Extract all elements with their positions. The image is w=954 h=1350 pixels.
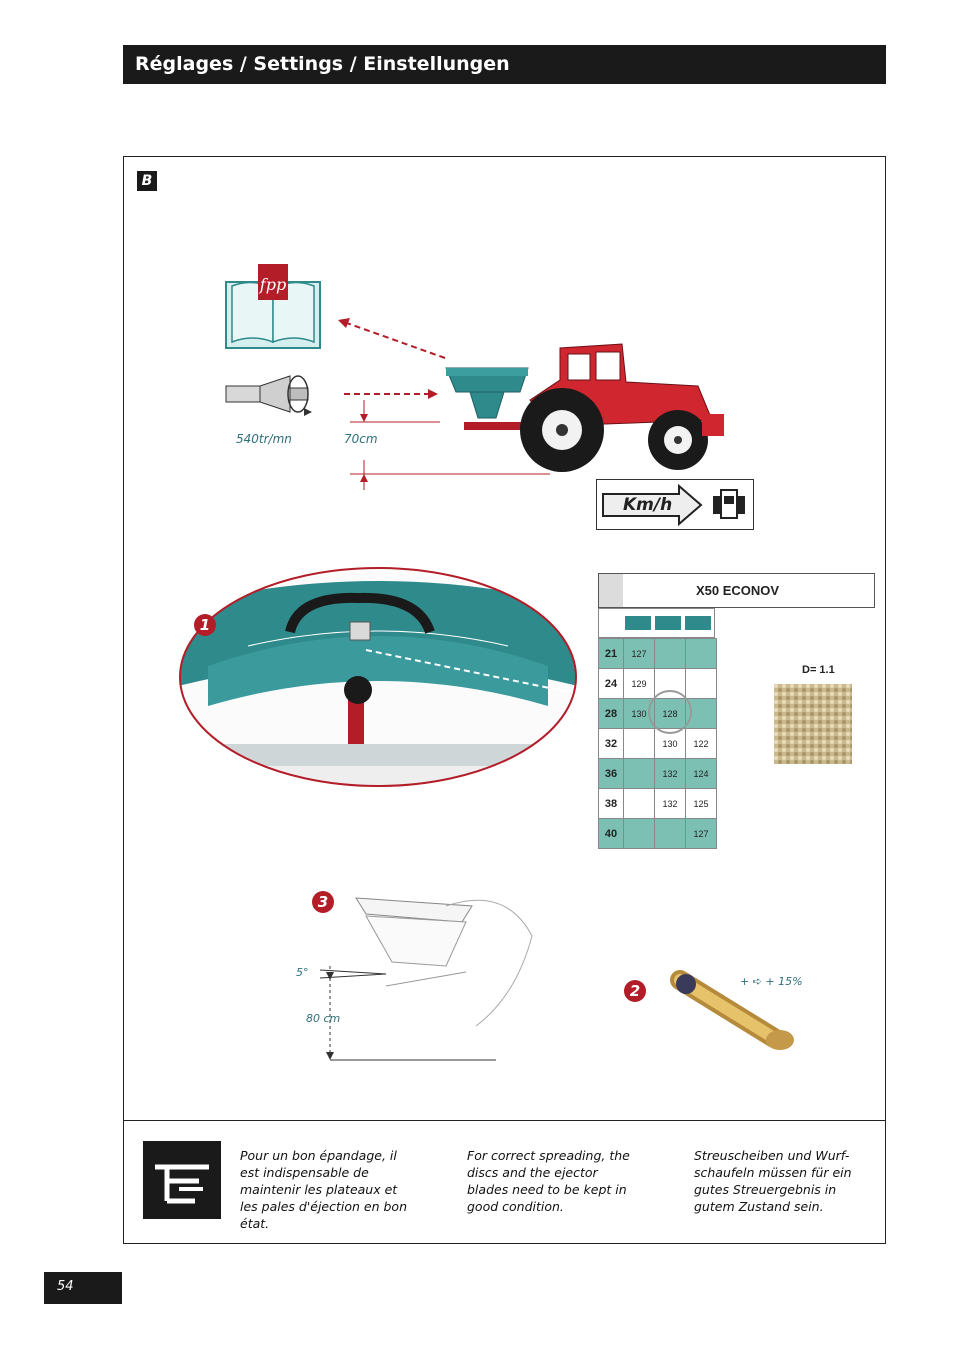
density-label: D= 1.1 — [802, 664, 835, 676]
pto-shaft-icon — [224, 372, 324, 420]
rate-cell: 132 — [655, 759, 686, 789]
note-en: For correct spreading, the discs and the ejector blades need to be kept in good condition. — [467, 1148, 630, 1214]
rate-cell — [655, 639, 686, 669]
rate-table-title-box — [598, 573, 875, 608]
rate-table-header — [598, 608, 715, 638]
granule-sample-image — [774, 684, 852, 764]
rate-table-grid — [598, 638, 717, 849]
tilt-angle-label: 5° — [296, 966, 309, 979]
speed-cell: 36 — [599, 759, 624, 789]
tractor-spreader-image — [440, 340, 730, 475]
speed-sign — [596, 479, 754, 530]
rate-cell: 130 — [624, 699, 655, 729]
section-letter: B — [137, 171, 157, 191]
rate-cell: 127 — [686, 819, 717, 849]
pto-speed-label: 540tr/mn — [236, 432, 292, 446]
shaft-increase-label: + ➪ + 15% — [740, 975, 803, 988]
rate-cell: 130 — [655, 729, 686, 759]
badge-3: 3 — [312, 891, 334, 913]
page-header: Réglages / Settings / Einstellungen — [123, 45, 886, 84]
page-number: 54 — [44, 1272, 122, 1304]
table-row — [599, 639, 717, 669]
rate-cell — [624, 759, 655, 789]
rate-cell: 129 — [624, 669, 655, 699]
speed-cell: 32 — [599, 729, 624, 759]
manual-book-icon — [224, 262, 322, 350]
rate-cell: 125 — [686, 789, 717, 819]
svg-text:fpp: fpp — [259, 275, 287, 294]
height-label: 70cm — [344, 432, 378, 446]
tractor-front-icon — [709, 488, 749, 522]
selected-cell-circle — [646, 688, 694, 736]
rate-cell — [655, 819, 686, 849]
vane-type-1-icon — [625, 616, 651, 630]
table-row — [599, 819, 717, 849]
rate-cell: 127 — [624, 639, 655, 669]
rate-cell: 128 — [655, 699, 686, 729]
rate-cell — [624, 789, 655, 819]
rate-cell: 132 — [655, 789, 686, 819]
badge-1: 1 — [194, 614, 216, 636]
speed-cell: 40 — [599, 819, 624, 849]
rate-table-title: X50 ECONOV — [695, 583, 780, 598]
note-divider — [123, 1120, 886, 1121]
speed-cell: 28 — [599, 699, 624, 729]
rate-cell: 122 — [686, 729, 717, 759]
speed-cell: 24 — [599, 669, 624, 699]
rate-cell — [624, 819, 655, 849]
speed-unit-label: Km/h — [623, 495, 673, 515]
vane-type-3-icon — [685, 616, 711, 630]
rate-dial-image — [178, 566, 578, 788]
disc-height-label: 80 cm — [306, 1012, 341, 1025]
table-row — [599, 789, 717, 819]
table-row — [599, 759, 717, 789]
badge-2: 2 — [624, 980, 646, 1002]
speed-cell: 21 — [599, 639, 624, 669]
rate-cell — [686, 639, 717, 669]
pointing-hand-icon — [143, 1141, 221, 1219]
speed-cell: 38 — [599, 789, 624, 819]
note-de: Streuscheiben und Wurf-schaufeln müssen für ein gutes Streuergebnis in gutem Zustand sein. — [694, 1148, 852, 1214]
note-fr: Pour un bon épandage, il est indispensable de maintenir les plateaux et les pales d'éjection en bon état. — [240, 1148, 407, 1231]
rate-cell: 124 — [686, 759, 717, 789]
vane-type-2-icon — [655, 616, 681, 630]
rate-table — [598, 638, 717, 849]
